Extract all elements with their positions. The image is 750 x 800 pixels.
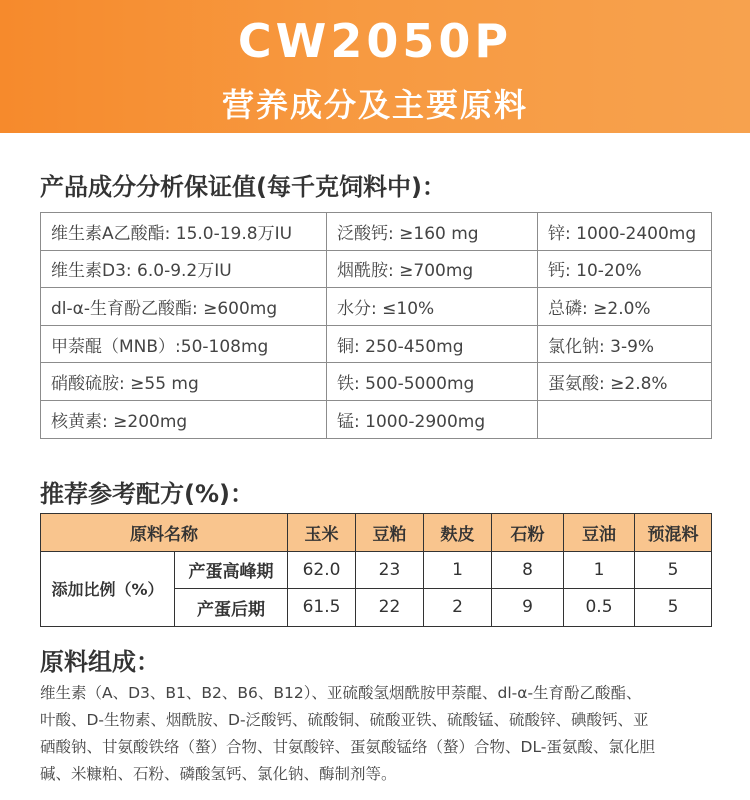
ingredients-line: 维生素（A、D3、B1、B2、B6、B12）、亚硫酸氢烟酰胺甲萘醌、dl-α-生育酚乙酸酯、 — [40, 684, 642, 702]
guarantee-cell: 蛋氨酸: ≥2.8% — [538, 363, 712, 401]
ingredients-title: 原料组成： — [40, 648, 160, 676]
formula-value: 2 — [424, 589, 492, 627]
guarantee-cell: 水分: ≤10% — [327, 288, 538, 326]
guarantee-cell: 泛酸钙: ≥160 mg — [327, 213, 538, 251]
guarantee-title: 产品成分分析保证值(每千克饲料中)： — [40, 173, 446, 201]
formula-value: 0.5 — [564, 589, 635, 627]
guarantee-cell: dl-α-生育酚乙酸酯: ≥600mg — [41, 288, 327, 326]
period-label: 产蛋高峰期 — [175, 551, 288, 589]
guarantee-row — [41, 325, 712, 363]
header-cell: 原料名称 — [41, 514, 288, 552]
page-subtitle: 营养成分及主要原料 — [221, 86, 528, 124]
ingredients-line: 叶酸、D-生物素、烟酰胺、D-泛酸钙、硫酸铜、硫酸亚铁、硫酸锰、硫酸锌、碘酸钙、亚 — [40, 711, 649, 729]
column-header: 豆油 — [564, 514, 635, 552]
guarantee-cell: 核黄素: ≥200mg — [41, 400, 327, 438]
formula-value: 9 — [492, 589, 564, 627]
guarantee-cell: 锌: 1000-2400mg — [538, 213, 712, 251]
guarantee-row — [41, 363, 712, 401]
formula-value: 1 — [564, 551, 635, 589]
formula-row — [41, 551, 712, 589]
guarantee-cell: 硝酸硫胺: ≥55 mg — [41, 363, 327, 401]
guarantee-cell: 氯化钠: 3-9% — [538, 325, 712, 363]
column-header: 玉米 — [288, 514, 356, 552]
guarantee-cell: 钙: 10-20% — [538, 250, 712, 288]
column-header: 豆粕 — [356, 514, 424, 552]
formula-value: 8 — [492, 551, 564, 589]
column-header: 麸皮 — [424, 514, 492, 552]
ingredients-text — [40, 680, 720, 788]
ingredients-line: 碱、米糠粕、石粉、磷酸氢钙、氯化钠、酶制剂等。 — [40, 765, 397, 783]
formula-value: 61.5 — [288, 589, 356, 627]
formula-value: 62.0 — [288, 551, 356, 589]
formula-value: 23 — [356, 551, 424, 589]
guarantee-cell: 锰: 1000-2900mg — [327, 400, 538, 438]
formula-value: 22 — [356, 589, 424, 627]
guarantee-cell: 铁: 500-5000mg — [327, 363, 538, 401]
formula-table — [40, 513, 712, 627]
ingredients-line: 硒酸钠、甘氨酸铁络（螯）合物、甘氨酸锌、蛋氨酸锰络（螯）合物、DL-蛋氨酸、氯化胆 — [40, 738, 655, 756]
ratio-label: 添加比例（%） — [41, 551, 175, 626]
formula-title: 推荐参考配方(%)： — [40, 480, 254, 508]
guarantee-cell — [538, 400, 712, 438]
header-banner — [0, 0, 750, 133]
guarantee-cell: 烟酰胺: ≥700mg — [327, 250, 538, 288]
guarantee-cell: 维生素D3: 6.0-9.2万IU — [41, 250, 327, 288]
guarantee-cell: 维生素A乙酸酯: 15.0-19.8万IU — [41, 213, 327, 251]
guarantee-row — [41, 400, 712, 438]
period-label: 产蛋后期 — [175, 589, 288, 627]
column-header: 石粉 — [492, 514, 564, 552]
guarantee-cell: 甲萘醌（MNB）:50-108mg — [41, 325, 327, 363]
formula-value: 1 — [424, 551, 492, 589]
guarantee-table — [40, 212, 712, 439]
guarantee-row — [41, 288, 712, 326]
formula-value: 5 — [635, 589, 712, 627]
formula-header-row — [41, 514, 712, 552]
guarantee-cell: 铜: 250-450mg — [327, 325, 538, 363]
guarantee-row — [41, 250, 712, 288]
formula-value: 5 — [635, 551, 712, 589]
guarantee-cell: 总磷: ≥2.0% — [538, 288, 712, 326]
guarantee-row — [41, 213, 712, 251]
column-header: 预混料 — [635, 514, 712, 552]
product-model: CW2050P — [237, 14, 513, 68]
